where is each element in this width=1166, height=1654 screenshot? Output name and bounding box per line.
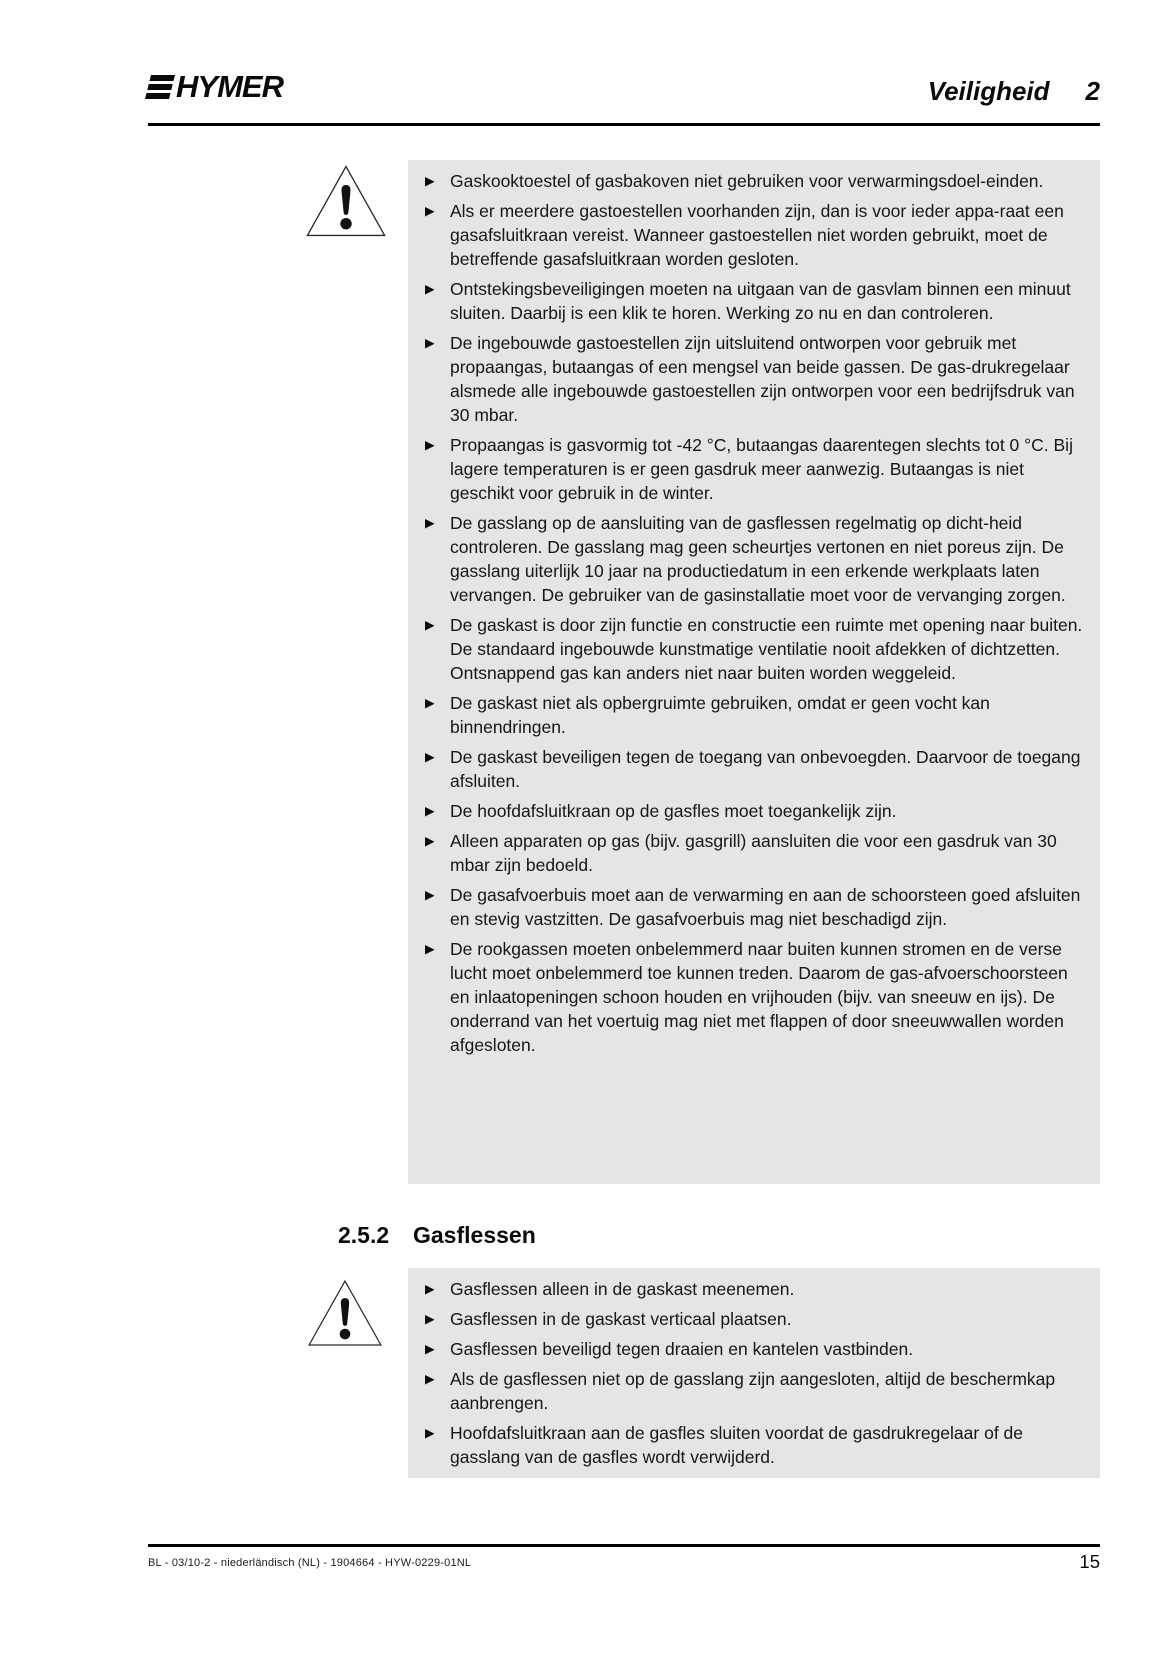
bullet-triangle-icon: ▶ (425, 750, 435, 764)
warning-text: De ingebouwde gastoestellen zijn uitsluitend ontworpen voor gebruik met propaangas, butaangas of een mengsel van beide gassen. De gas-drukregelaar alsmede alle ingebouwde gastoestellen zijn ontworpen voor een bedrijfsdruk van 30 mbar. (450, 333, 1075, 425)
bullet-triangle-icon: ▶ (425, 1426, 435, 1440)
warning-list-item (408, 937, 1090, 1057)
header-title-row (928, 76, 1100, 107)
hymer-logo (148, 70, 283, 104)
bullet-triangle-icon: ▶ (425, 618, 435, 632)
warning-triangle-icon (304, 162, 388, 240)
bullet-triangle-icon: ▶ (425, 888, 435, 902)
warning-list-item (408, 433, 1090, 505)
warning-text: De gaskast niet als opbergruimte gebruiken, omdat er geen vocht kan binnendringen. (450, 693, 990, 737)
bullet-triangle-icon: ▶ (425, 1282, 435, 1296)
page-number: 15 (1079, 1551, 1100, 1572)
warning-text: Hoofdafsluitkraan aan de gasfles sluiten voordat de gasdrukregelaar of de gasslang van de gasfles wordt verwijderd. (450, 1423, 1024, 1467)
header-chapter-number: 2 (1085, 76, 1100, 106)
warning-list-item (408, 331, 1090, 427)
hymer-logo-bars-icon (145, 75, 175, 99)
bullet-triangle-icon: ▶ (425, 204, 435, 218)
warning-text: Als de gasflessen niet op de gasslang zijn aangesloten, altijd de beschermkap aanbrengen. (450, 1369, 1056, 1413)
warning-list-item (408, 691, 1090, 739)
warning-text: De gasslang op de aansluiting van de gasflessen regelmatig op dicht-heid controleren. De gasslang mag geen scheurtjes vertonen en niet poreus zijn. De gasslang uiterlijk 10 jaar na productiedatum in een erkende werkplaats laten vervangen. De gebruiker van de gasinstallatie moet voor de vervanging zorgen. (450, 513, 1066, 605)
warning-text: Gasflessen beveiligd tegen draaien en kantelen vastbinden. (450, 1339, 914, 1359)
warning-list-item (408, 883, 1090, 931)
warning-list-item (408, 169, 1090, 193)
warning-text: Gasflessen alleen in de gaskast meenemen. (450, 1279, 795, 1299)
bullet-triangle-icon: ▶ (425, 438, 435, 452)
warning-text: Gaskooktoestel of gasbakoven niet gebruiken voor verwarmingsdoel-einden. (450, 171, 1044, 191)
warning-text: Alleen apparaten op gas (bijv. gasgrill) aansluiten die voor een gasdruk van 30 mbar zijn bedoeld. (450, 831, 1057, 875)
warning-list-item (408, 277, 1090, 325)
warning-text: Gasflessen in de gaskast verticaal plaatsen. (450, 1309, 792, 1329)
warning-list-item (408, 1337, 1090, 1361)
footer-doc-code: BL - 03/10-2 - niederländisch (NL) - 1904664 - HYW-0229-01NL (148, 1557, 472, 1569)
header-section-title: Veiligheid (927, 76, 1050, 106)
warning-text: De gasafvoerbuis moet aan de verwarming en aan de schoorsteen goed afsluiten en stevig vastzitten. De gasafvoerbuis mag niet beschadigd zijn. (450, 885, 1081, 929)
warning-list-item (408, 199, 1090, 271)
bullet-triangle-icon: ▶ (425, 834, 435, 848)
bullet-triangle-icon: ▶ (425, 1342, 435, 1356)
warning-list-item (408, 1307, 1090, 1331)
warning-text: Als er meerdere gastoestellen voorhanden zijn, dan is voor ieder appa-raat een gasafsluitkraan vereist. Wanneer gastoestellen niet worden gebruikt, moet de betreffende gasafsluitkraan worden gesloten. (450, 201, 1064, 269)
bullet-triangle-icon: ▶ (425, 696, 435, 710)
warning-text: Propaangas is gasvormig tot -42 °C, butaangas daarentegen slechts tot 0 °C. Bij lagere temperaturen is er geen gasdruk meer aanwezig. Butaangas is niet geschikt voor gebruik in de winter. (450, 435, 1073, 503)
bullet-triangle-icon: ▶ (425, 174, 435, 188)
warning-list-item (408, 829, 1090, 877)
warning-list-item (408, 1277, 1090, 1301)
section-title: Gasflessen (413, 1222, 536, 1248)
warning-list-item (408, 745, 1090, 793)
warning-text: De hoofdafsluitkraan op de gasfles moet toegankelijk zijn. (450, 801, 897, 821)
warning-list-item (408, 1367, 1090, 1415)
section-number: 2.5.2 (338, 1222, 390, 1248)
hymer-logo-text: HYMER (176, 69, 283, 104)
warning-text: De rookgassen moeten onbelemmerd naar buiten kunnen stromen en de verse lucht moet onbelemmerd toe kunnen treden. Daarom de gas-afvoerschoorsteen en inlaatopeningen schoon houden en vrijhouden (bijv. van sneeuw en ijs). De onderrand van het voertuig mag niet met flappen of door sneeuwwallen worden afgesloten. (450, 939, 1068, 1055)
warning-list-item (408, 799, 1090, 823)
warning-text: De gaskast is door zijn functie en constructie een ruimte met opening naar buiten. De standaard ingebouwde kunstmatige ventilatie nooit afdekken of dichtzetten. Ontsnappend gas kan anders niet naar buiten worden weggeleid. (450, 615, 1083, 683)
warning-text: De gaskast beveiligen tegen de toegang van onbevoegden. Daarvoor de toegang afsluiten. (450, 747, 1081, 791)
bullet-triangle-icon: ▶ (425, 1312, 435, 1326)
warning-list-general (408, 160, 1100, 1184)
bullet-triangle-icon: ▶ (425, 282, 435, 296)
bullet-triangle-icon: ▶ (425, 942, 435, 956)
warning-list-item (408, 1421, 1090, 1469)
bullet-triangle-icon: ▶ (425, 1372, 435, 1386)
warning-list-item (408, 613, 1090, 685)
header-divider (148, 123, 1100, 126)
bullet-triangle-icon: ▶ (425, 516, 435, 530)
warning-list-item (408, 511, 1090, 607)
bullet-triangle-icon: ▶ (425, 336, 435, 350)
bullet-triangle-icon: ▶ (425, 804, 435, 818)
footer-divider (148, 1544, 1100, 1547)
warning-list-gasflessen (408, 1268, 1100, 1478)
warning-text: Ontstekingsbeveiligingen moeten na uitgaan van de gasvlam binnen een minuut sluiten. Daarbij is een klik te horen. Werking zo nu en dan controleren. (450, 279, 1071, 323)
warning-triangle-icon (306, 1276, 384, 1350)
